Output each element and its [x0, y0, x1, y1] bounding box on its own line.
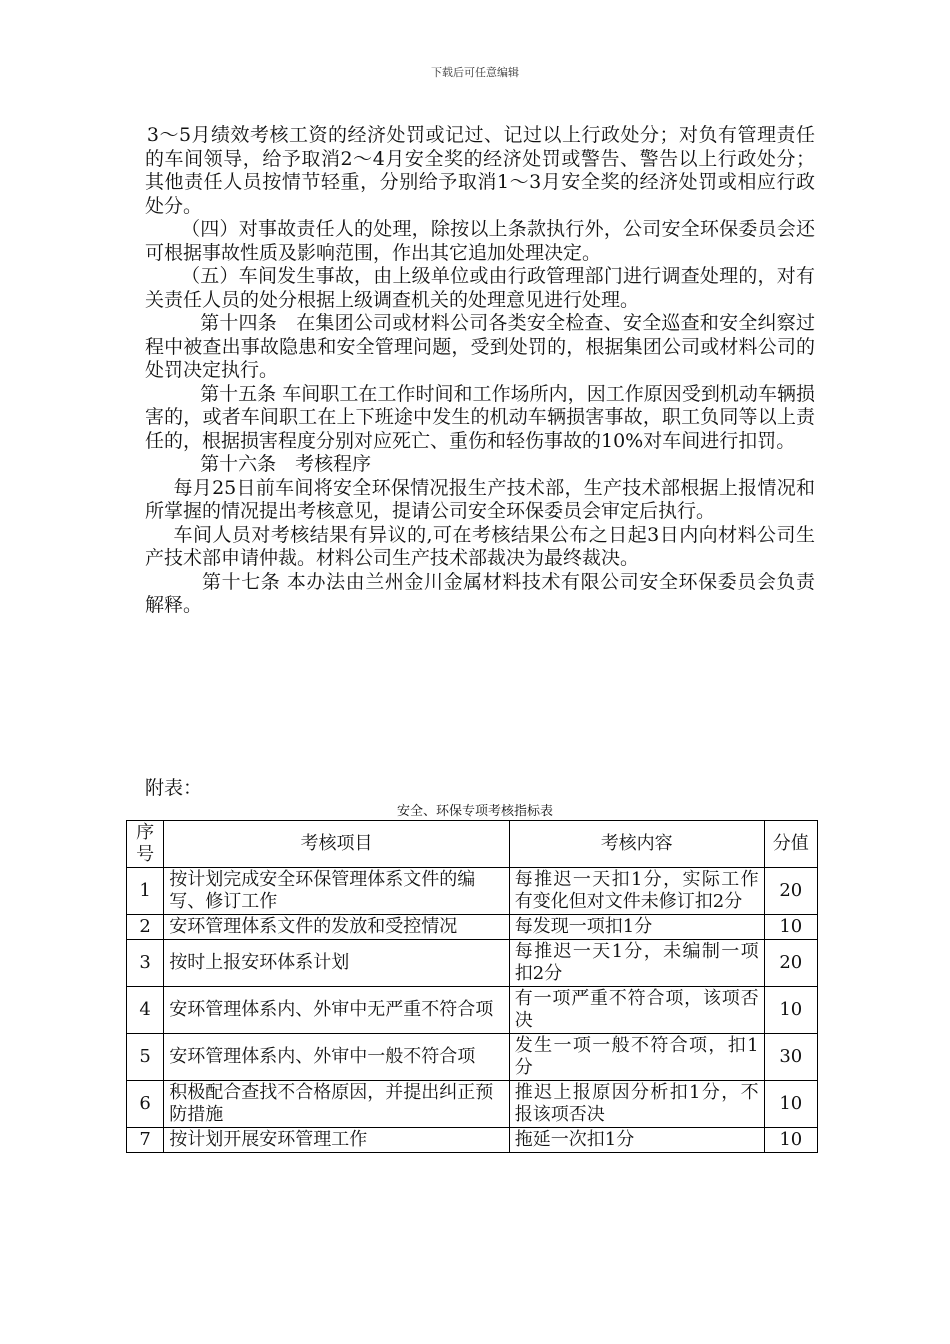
header-item: 考核项目 [164, 821, 510, 868]
row-content: 发生一项一般不符合项，扣1分 [509, 1034, 764, 1081]
row-no: 6 [127, 1081, 164, 1128]
paragraph-item-four: （四）对事故责任人的处理，除按以上条款执行外，公司安全环保委员会还可根据事故性质及影响范围，作出其它追加处理决定。 [145, 218, 815, 264]
row-no: 3 [127, 940, 164, 987]
paragraph-article-15: 第十五条 车间职工在工作时间和工作场所内，因工作原因受到机动车辆损害的，或者车间职工在上下班途中发生的机动车辆损害事故，职工负同等以上责任的，根据损害程度分别对应死亡、重伤和轻伤事故的10%对车间进行扣罚。 [145, 382, 815, 452]
paragraph-article-17: 第十七条 本办法由兰州金川金属材料技术有限公司安全环保委员会负责解释。 [145, 570, 815, 616]
paragraph-article-14: 第十四条 在集团公司或材料公司各类安全检查、安全巡查和安全纠察过程中被查出事故隐患和安全管理问题，受到处罚的，根据集团公司或材料公司的处罚决定执行。 [145, 312, 815, 381]
row-content: 拖延一次扣1分 [509, 1128, 764, 1153]
row-item: 安环管理体系文件的发放和受控情况 [164, 915, 510, 940]
paragraph-penalty-continuation: 3～5月绩效考核工资的经济处罚或记过、记过以上行政处分；对负有管理责任的车间领导，给予取消2～4月安全奖的经济处罚或警告、警告以上行政处分；其他责任人员按情节轻重，分别给予取消1～3月安全奖的经济处罚或相应行政处分。 [145, 124, 815, 217]
row-item: 按计划开展安环管理工作 [164, 1128, 510, 1153]
table-row [127, 987, 818, 1034]
row-no: 1 [127, 868, 164, 915]
table-row [127, 915, 818, 940]
paragraph-article-16: 第十六条 考核程序 [200, 453, 372, 475]
row-score: 30 [764, 1034, 817, 1081]
row-no: 2 [127, 915, 164, 940]
table-row [127, 1034, 818, 1081]
header-score: 分值 [764, 821, 817, 868]
row-no: 5 [127, 1034, 164, 1081]
table-row [127, 1128, 818, 1153]
row-content: 每推迟一天扣1分，实际工作有变化但对文件未修订扣2分 [509, 868, 764, 915]
header-note: 下载后可任意编辑 [431, 66, 519, 79]
row-item: 安环管理体系内、外审中一般不符合项 [164, 1034, 510, 1081]
table-header-row [127, 821, 818, 868]
table-row [127, 1081, 818, 1128]
row-content: 推迟上报原因分析扣1分，不报该项否决 [509, 1081, 764, 1128]
header-no: 序号 [127, 821, 164, 868]
row-content: 每推迟一天1分，未编制一项扣2分 [509, 940, 764, 987]
assessment-index-table [126, 820, 818, 1153]
header-content: 考核内容 [509, 821, 764, 868]
row-score: 10 [764, 1081, 817, 1128]
table-row [127, 868, 818, 915]
row-no: 7 [127, 1128, 164, 1153]
row-score: 20 [764, 868, 817, 915]
paragraph-assessment-report: 每月25日前车间将安全环保情况报生产技术部，生产技术部根据上报情况和所掌握的情况提出考核意见，提请公司安全环保委员会审定后执行。 [145, 476, 815, 522]
table-title: 安全、环保专项考核指标表 [396, 804, 553, 819]
body-text [145, 124, 815, 618]
paragraph-item-five: （五）车间发生事故，由上级单位或由行政管理部门进行调查处理的，对有关责任人员的处分根据上级调查机关的处理意见进行处理。 [145, 265, 815, 311]
paragraph-arbitration: 车间人员对考核结果有异议的,可在考核结果公布之日起3日内向材料公司生产技术部申请仲裁。材料公司生产技术部裁决为最终裁决。 [145, 523, 815, 569]
row-score: 20 [764, 940, 817, 987]
row-score: 10 [764, 915, 817, 940]
row-content: 有一项严重不符合项，该项否决 [509, 987, 764, 1034]
row-no: 4 [127, 987, 164, 1034]
row-item: 积极配合查找不合格原因，并提出纠正预防措施 [164, 1081, 510, 1128]
row-item: 按时上报安环体系计划 [164, 940, 510, 987]
row-score: 10 [764, 1128, 817, 1153]
row-score: 10 [764, 987, 817, 1034]
row-item: 按计划完成安全环保管理体系文件的编写、修订工作 [164, 868, 510, 915]
appendix-label: 附表： [145, 777, 203, 799]
row-item: 安环管理体系内、外审中无严重不符合项 [164, 987, 510, 1034]
row-content: 每发现一项扣1分 [509, 915, 764, 940]
table-row [127, 940, 818, 987]
